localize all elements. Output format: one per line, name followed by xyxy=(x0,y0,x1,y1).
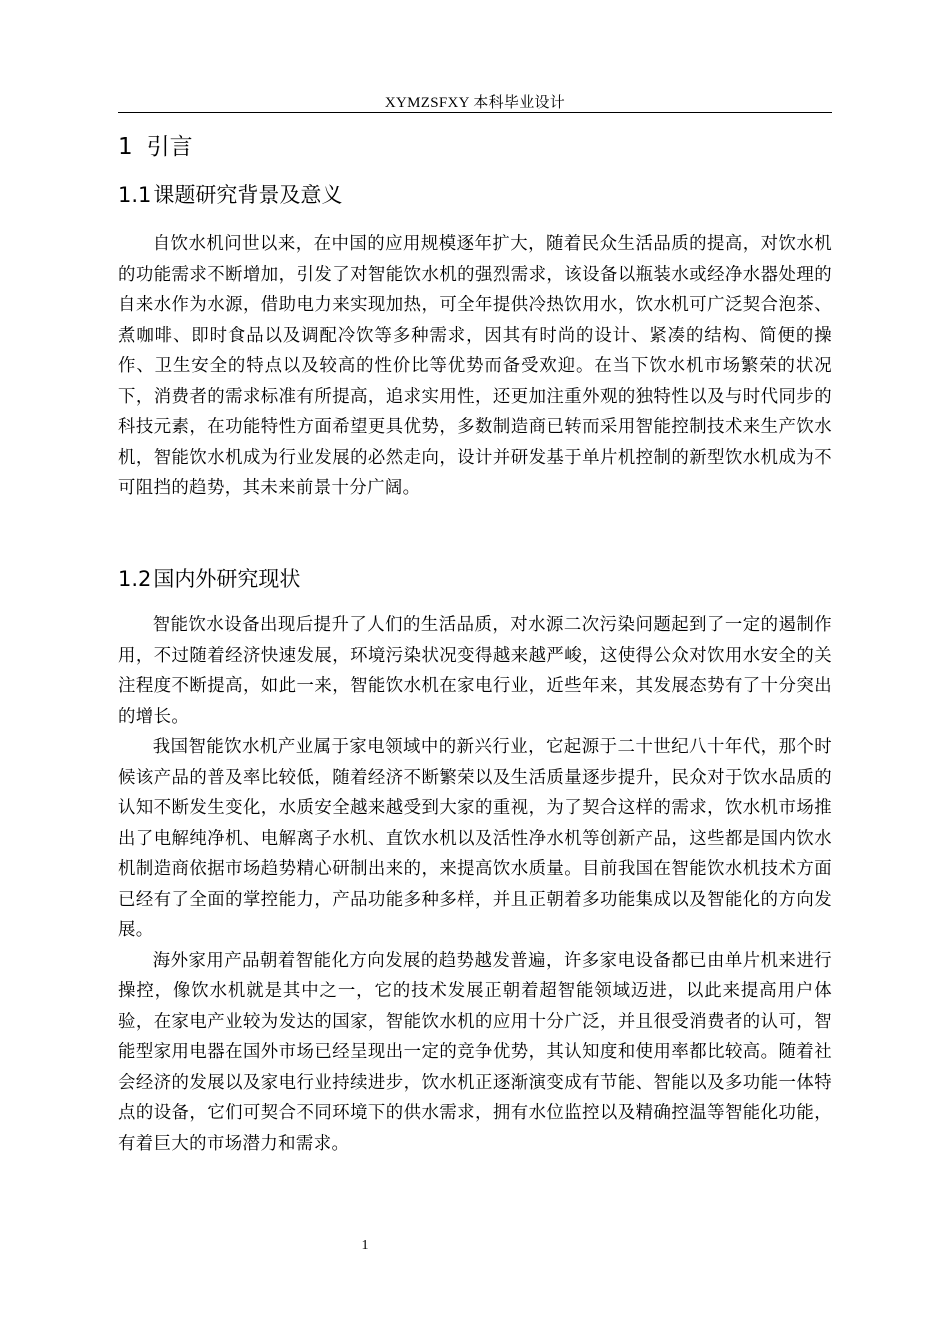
chapter-number: 1 xyxy=(118,134,133,160)
section-number: 1.1 xyxy=(118,183,152,207)
paragraph: 自饮水机问世以来，在中国的应用规模逐年扩大，随着民众生活品质的提高，对饮水机的功能需求不断增加，引发了对智能饮水机的强烈需求，该设备以瓶装水或经净水器处理的自来水作为水源，借助电力来实现加热，可全年提供冷热饮用水，饮水机可广泛契合泡茶、煮咖啡、即时食品以及调配冷饮等多种需求，因其有时尚的设计、紧凑的结构、简便的操作、卫生安全的特点以及较高的性价比等优势而备受欢迎。在当下饮水机市场繁荣的状况下，消费者的需求标准有所提高，追求实用性，还更加注重外观的独特性以及与时代同步的科技元素，在功能特性方面希望更具优势，多数制造商已转而采用智能控制技术来生产饮水机，智能饮水机成为行业发展的必然走向，设计并研发基于单片机控制的新型饮水机成为不可阻挡的趋势，其未来前景十分广阔。 xyxy=(118,234,832,498)
section-body-1-2 xyxy=(118,610,832,1159)
section-number: 1.2 xyxy=(118,567,152,591)
section-title-1-2 xyxy=(118,564,300,594)
header-rule xyxy=(118,112,832,113)
paragraph: 我国智能饮水机产业属于家电领域中的新兴行业，它起源于二十世纪八十年代，那个时候该产品的普及率比较低，随着经济不断繁荣以及生活质量逐步提升，民众对于饮水品质的认知不断发生变化，水质安全越来越受到大家的重视，为了契合这样的需求，饮水机市场推出了电解纯净机、电解离子水机、直饮水机以及活性净水机等创新产品，这些都是国内饮水机制造商依据市场趋势精心研制出来的，来提高饮水质量。目前我国在智能饮水机技术方面已经有了全面的掌控能力，产品功能多种多样，并且正朝着多功能集成以及智能化的方向发展。 xyxy=(118,737,832,940)
running-header: XYMZSFXY 本科毕业设计 xyxy=(384,95,566,111)
section-title-text: 国内外研究现状 xyxy=(153,567,301,591)
page-number: 1 xyxy=(361,1238,369,1253)
paragraph: 海外家用产品朝着智能化方向发展的趋势越发普遍，许多家电设备都已由单片机来进行操控，像饮水机就是其中之一，它的技术发展正朝着超智能领域迈进，以此来提高用户体验，在家电产业较为发达的国家，智能饮水机的应用十分广泛，并且很受消费者的认可，智能型家用电器在国外市场已经呈现出一定的竞争优势，其认知度和使用率都比较高。随着社会经济的发展以及家电行业持续进步，饮水机正逐渐演变成有节能、智能以及多功能一体特点的设备，它们可契合不同环境下的供水需求，拥有水位监控以及精确控温等智能化功能，有着巨大的市场潜力和需求。 xyxy=(118,950,832,1154)
chapter-title xyxy=(118,131,193,163)
section-body-1-1 xyxy=(118,229,832,504)
section-title-1-1 xyxy=(118,180,342,210)
section-title-text: 课题研究背景及意义 xyxy=(153,183,343,207)
chapter-title-text: 引言 xyxy=(146,134,193,160)
paragraph: 智能饮水设备出现后提升了人们的生活品质，对水源二次污染问题起到了一定的遏制作用，不过随着经济快速发展，环境污染状况变得越来越严峻，这使得公众对饮用水安全的关注程度不断提高，如此一来，智能饮水机在家电行业，近些年来，其发展态势有了十分突出的增长。 xyxy=(118,615,832,727)
